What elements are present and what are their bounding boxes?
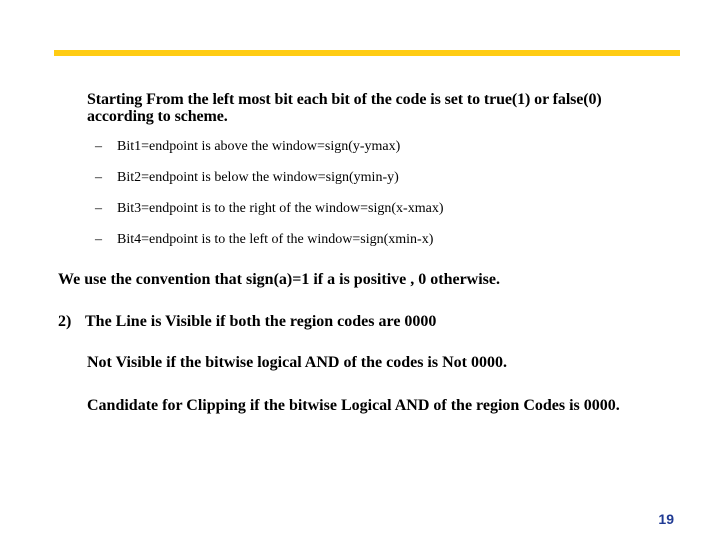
rule-visible-text: The Line is Visible if both the region codes are 0000 (85, 313, 437, 330)
rule-candidate-for-clipping: Candidate for Clipping if the bitwise Logical AND of the region Codes is 0000. (87, 397, 620, 414)
dash-bullet-icon: – (95, 232, 102, 247)
rule-visible (58, 313, 436, 330)
rule-number: 2) (58, 313, 72, 330)
bullet-text: Bit2=endpoint is below the window=sign(ymin-y) (117, 170, 399, 185)
accent-bar (54, 50, 680, 56)
list-item-bit4 (95, 231, 443, 262)
list-item-bit2 (95, 169, 443, 200)
page-number: 19 (658, 511, 674, 527)
dash-bullet-icon: – (95, 139, 102, 154)
dash-bullet-icon: – (95, 170, 102, 185)
bit-definition-list (95, 138, 443, 262)
rule-not-visible: Not Visible if the bitwise logical AND of the codes is Not 0000. (87, 354, 507, 371)
bullet-text: Bit1=endpoint is above the window=sign(y-ymax) (117, 139, 401, 154)
list-item-bit3 (95, 200, 443, 231)
bullet-text: Bit3=endpoint is to the right of the window=sign(x-xmax) (117, 201, 444, 216)
dash-bullet-icon: – (95, 201, 102, 216)
sign-convention-text: We use the convention that sign(a)=1 if a is positive , 0 otherwise. (58, 271, 500, 288)
bullet-text: Bit4=endpoint is to the left of the window=sign(xmin-x) (117, 232, 434, 247)
list-item-bit1 (95, 138, 443, 169)
intro-paragraph: Starting From the left most bit each bit of the code is set to true(1) or false(0) according to scheme. (87, 91, 602, 125)
